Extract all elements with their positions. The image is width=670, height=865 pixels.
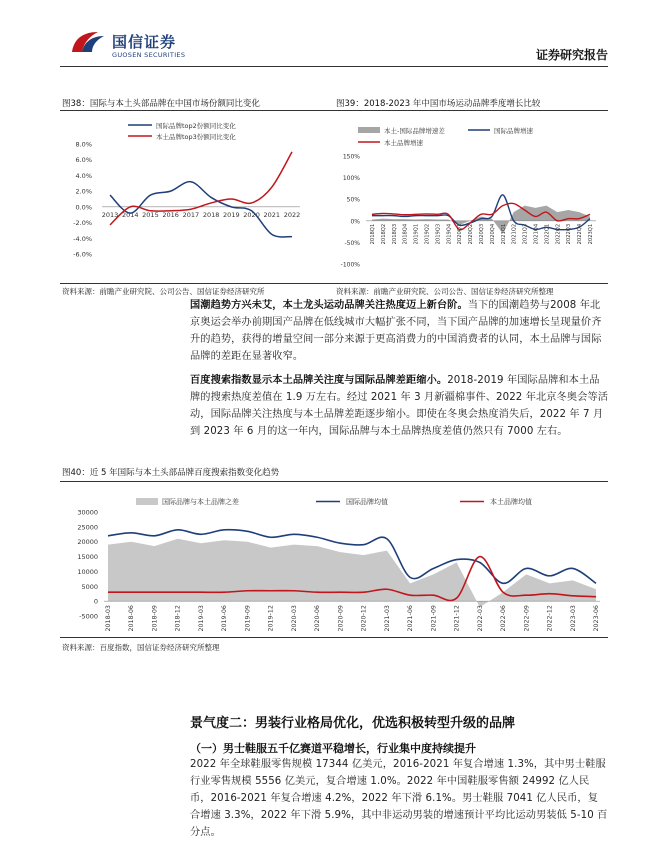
x-tick-label: 2018-03 (105, 605, 112, 632)
paragraph-baidu (190, 372, 608, 440)
fig39-title: 图39：2018-2023 年中国市场运动品牌季度增长比较 (336, 99, 541, 109)
x-tick-label: 2018-06 (128, 605, 136, 632)
x-tick-label: 2022-03 (476, 605, 484, 632)
paragraph-guochao (190, 297, 608, 365)
x-tick-label: 2015 (142, 210, 159, 219)
y-tick-label: 20000 (77, 538, 98, 547)
fig39-bottom-rule (334, 283, 608, 284)
company-logo (68, 26, 108, 58)
x-tick-label: 2022 (283, 210, 301, 219)
x-tick-label: 2022Q3 (566, 223, 573, 245)
header-divider (60, 66, 608, 67)
x-tick-label: 2023-03 (569, 605, 577, 632)
y-tick-label: 15000 (77, 553, 98, 562)
y-tick-label: -100% (340, 261, 360, 269)
y-tick-label: -50% (344, 239, 360, 247)
x-tick-label: 2021-06 (407, 605, 415, 632)
x-tick-label: 2021-03 (383, 605, 391, 632)
x-tick-label: 2022Q4 (577, 223, 584, 245)
x-tick-label: 2018Q1 (370, 223, 376, 245)
x-tick-label: 2020-06 (314, 605, 322, 632)
x-tick-label: 2020-09 (337, 605, 345, 632)
legend-label-1: 国际品牌top2份额同比变化 (156, 122, 236, 130)
paragraph-guochao-body: 当下的国潮趋势与2008 年北京奥运会举办前期国产品牌在低线城市大幅扩张不同，当下国产品牌的加速增长呈现量价齐升的趋势，获得的增量空间一部分来源于更高消费力的中国消费者的认同，本土品牌与国际品牌的差距在显著收窄。 (190, 300, 602, 362)
y-tick-label: 0% (350, 218, 360, 226)
y-tick-label: 30000 (77, 508, 98, 517)
company-name-cn: 国信证券 (112, 33, 177, 51)
y-tick-label: -5000 (79, 612, 98, 621)
x-tick-label: 2022Q2 (555, 223, 562, 245)
y-tick-label: 6.0% (75, 156, 92, 165)
x-tick-label: 2018-12 (174, 605, 182, 632)
x-tick-label: 2020Q1 (457, 223, 464, 245)
section-body: 2022 年全球鞋服零售规模 17344 亿美元，2016-2021 年复合增速 1.3%，其中男士鞋服行业零售规模 5556 亿美元，复合增速 1.0%。2022 年中国鞋服零售额 24992 亿人民币，2016-2021 年复合增速 4.2%，2022 年下滑 6.1%。男士鞋服 7041 亿人民币，复合增速 3.3%，2022 年下滑 5.9%，其中非运动男装的增速预计平均比运动男装低 5-10 百分点。 (190, 759, 608, 838)
x-tick-label: 2019Q2 (424, 223, 431, 245)
x-tick-label: 2023-06 (593, 605, 600, 632)
legend-label-2: 国际品牌均值 (346, 498, 388, 506)
x-tick-label: 2019-09 (244, 605, 252, 632)
x-tick-label: 2021Q2 (511, 223, 518, 245)
series-area-1 (108, 539, 596, 607)
x-tick-label: 2018-09 (151, 605, 159, 632)
x-tick-label: 2021Q4 (533, 223, 540, 245)
legend-label-2: 本土品牌top3份额同比变化 (156, 133, 236, 141)
fig40-bottom-rule (60, 637, 608, 638)
x-tick-label: 2022-12 (546, 605, 554, 632)
y-tick-label: 5000 (81, 582, 98, 591)
x-tick-label: 2017 (182, 210, 200, 219)
legend-label-1: 国际品牌与本土品牌之差 (162, 498, 239, 506)
company-name-en: GUOSEN SECURITIES (112, 51, 186, 59)
y-tick-label: 0.0% (75, 203, 92, 212)
y-tick-label: 25000 (77, 523, 98, 532)
x-tick-label: 2020 (243, 210, 260, 219)
legend-label-3: 本土品牌增速 (384, 139, 423, 147)
x-tick-label: 2018Q2 (380, 223, 387, 245)
y-tick-label: -6.0% (73, 250, 92, 259)
fig40-top-rule (60, 481, 608, 482)
y-tick-label: 10000 (77, 567, 98, 576)
fig38-source: 资料来源：前瞻产业研究院、公司公告、国信证券经济研究所 (62, 287, 265, 296)
y-tick-label: -2.0% (73, 219, 92, 228)
fig40-chart (60, 488, 608, 634)
y-tick-label: 50% (346, 196, 360, 204)
fig39-top-rule (334, 110, 608, 111)
fig38-chart (60, 114, 334, 280)
x-tick-label: 2019-12 (267, 605, 275, 632)
section-title: 景气度二：男装行业格局优化，优选积极转型升级的品牌 (190, 716, 516, 731)
legend-label-2: 国际品牌增速 (494, 127, 533, 135)
fig39-source: 资料来源：前瞻产业研究院、公司公告、国信证券经济研究所整理 (336, 287, 554, 296)
x-tick-label: 2019-03 (197, 605, 205, 632)
legend-label-1: 本土-国际品牌增速差 (384, 127, 445, 135)
x-tick-label: 2022-06 (500, 605, 508, 632)
y-tick-label: 4.0% (75, 171, 92, 180)
x-tick-label: 2023Q1 (588, 223, 594, 245)
fig38-bottom-rule (60, 283, 334, 284)
x-tick-label: 2021 (263, 210, 281, 219)
paragraph-baidu-lead: 百度搜索指数显示本土品牌关注度与国际品牌差距缩小。 (190, 375, 448, 386)
x-tick-label: 2019Q4 (446, 223, 453, 245)
series-line-1 (110, 182, 292, 237)
x-tick-label: 2021Q1 (500, 223, 507, 245)
x-tick-label: 2022-09 (523, 605, 531, 632)
paragraph-baidu-body: 2018-2019 年国际品牌和本土品牌的搜索热度差值在 1.9 万左右。经过 2021 年 3 月新疆棉事件、2022 年北京冬奥会等活动，国际品牌关注热度与本土品牌差距逐步缩小。即使在冬奥会热度消失后，2022 年 7 月到 2023 年 6 月的这一年内，国际品牌与本土品牌热度差值仍然只有 7000 左右。 (190, 375, 609, 437)
x-tick-label: 2021-12 (453, 605, 461, 632)
y-tick-label: 150% (342, 153, 360, 161)
y-tick-label: 0 (93, 597, 98, 606)
x-tick-label: 2014 (121, 210, 139, 219)
x-tick-label: 2018Q4 (402, 223, 409, 245)
y-tick-label: 2.0% (75, 187, 92, 196)
x-tick-label: 2019 (223, 210, 240, 219)
x-tick-label: 2019Q1 (413, 223, 420, 245)
legend-swatch-1 (358, 127, 380, 133)
legend-label-3: 本土品牌均值 (490, 498, 532, 506)
x-tick-label: 2016 (162, 210, 179, 219)
x-tick-label: 2020Q2 (468, 223, 475, 245)
fig38-top-rule (60, 110, 334, 111)
report-type: 证券研究报告 (536, 48, 609, 62)
section-subtitle: （一）男士鞋服五千亿赛道平稳增长，行业集中度持续提升 (190, 742, 476, 755)
y-tick-label: -4.0% (73, 234, 92, 243)
x-tick-label: 2020-12 (360, 605, 368, 632)
fig40-title: 图40：近 5 年国际与本土头部品牌百度搜索指数变化趋势 (62, 468, 280, 478)
x-tick-label: 2020-03 (290, 605, 298, 632)
x-tick-label: 2018 (202, 210, 220, 219)
paragraph-guochao-lead: 国潮趋势方兴未艾，本土龙头运动品牌关注热度迈上新台阶。 (190, 300, 468, 311)
x-tick-label: 2013 (101, 210, 119, 219)
legend-swatch-1 (136, 498, 158, 505)
x-tick-label: 2018Q3 (391, 223, 398, 245)
x-tick-label: 2019-06 (221, 605, 229, 632)
x-tick-label: 2021Q3 (522, 223, 529, 245)
y-tick-label: 8.0% (75, 140, 92, 149)
fig39-chart (334, 114, 608, 280)
y-tick-label: 100% (342, 175, 360, 183)
fig38-title: 图38：国际与本土头部品牌在中国市场份额同比变化 (62, 99, 260, 109)
x-tick-label: 2022Q1 (544, 223, 551, 245)
fig40-source: 资料来源：百度指数，国信证券经济研究所整理 (62, 643, 220, 652)
x-tick-label: 2020Q4 (489, 223, 496, 245)
x-tick-label: 2021-09 (430, 605, 438, 632)
x-tick-label: 2020Q3 (479, 223, 485, 245)
x-tick-label: 2019Q3 (435, 223, 442, 245)
